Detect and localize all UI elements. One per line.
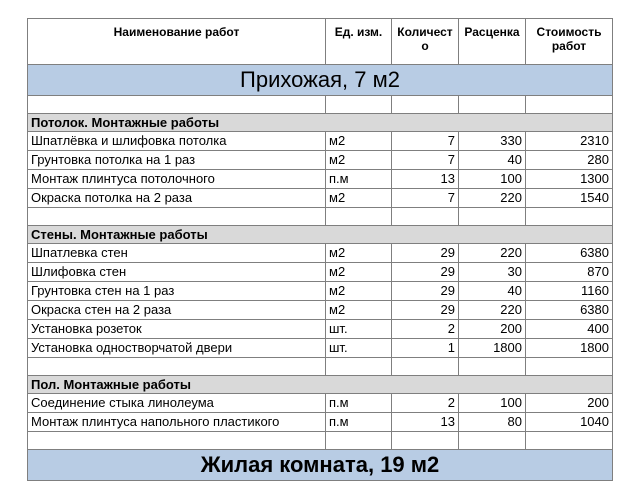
empty-cell[interactable] xyxy=(326,208,392,226)
cell-unit[interactable]: шт. xyxy=(326,339,392,358)
empty-cell[interactable] xyxy=(459,208,526,226)
table-row xyxy=(28,320,613,339)
table-row xyxy=(28,282,613,301)
cell-unit[interactable]: шт. xyxy=(326,320,392,339)
cell-cost[interactable]: 2310 xyxy=(526,132,613,151)
cell-cost[interactable]: 870 xyxy=(526,263,613,282)
room-header-row xyxy=(28,65,613,96)
cell-unit[interactable]: п.м xyxy=(326,170,392,189)
cell-unit[interactable]: м2 xyxy=(326,132,392,151)
cell-cost[interactable]: 6380 xyxy=(526,244,613,263)
header-qty[interactable]: Количест о xyxy=(392,19,459,65)
cell-cost[interactable]: 200 xyxy=(526,394,613,413)
estimate-table xyxy=(27,18,613,481)
cell-qty[interactable]: 7 xyxy=(392,189,459,208)
empty-cell[interactable] xyxy=(326,358,392,376)
cell-qty[interactable]: 2 xyxy=(392,394,459,413)
table-row xyxy=(28,339,613,358)
cell-rate[interactable]: 1800 xyxy=(459,339,526,358)
section-title[interactable]: Потолок. Монтажные работы xyxy=(28,114,613,132)
empty-cell[interactable] xyxy=(459,96,526,114)
cell-rate[interactable]: 220 xyxy=(459,244,526,263)
estimate-body xyxy=(28,65,613,481)
cell-rate[interactable]: 200 xyxy=(459,320,526,339)
section-header-row xyxy=(28,114,613,132)
empty-cell[interactable] xyxy=(28,208,326,226)
cell-unit[interactable]: м2 xyxy=(326,189,392,208)
spacer-row xyxy=(28,96,613,114)
cell-rate[interactable]: 220 xyxy=(459,189,526,208)
cell-name[interactable]: Окраска потолка на 2 раза xyxy=(28,189,326,208)
empty-cell[interactable] xyxy=(392,208,459,226)
table-row xyxy=(28,301,613,320)
room-title[interactable]: Прихожая, 7 м2 xyxy=(28,65,613,96)
cell-name[interactable]: Установка розеток xyxy=(28,320,326,339)
cell-unit[interactable]: м2 xyxy=(326,151,392,170)
cell-unit[interactable]: м2 xyxy=(326,301,392,320)
empty-cell[interactable] xyxy=(28,358,326,376)
header-rate[interactable]: Расценка xyxy=(459,19,526,65)
cell-cost[interactable]: 400 xyxy=(526,320,613,339)
spacer-row xyxy=(28,432,613,450)
cell-qty[interactable]: 13 xyxy=(392,170,459,189)
cell-qty[interactable]: 29 xyxy=(392,301,459,320)
cell-name[interactable]: Шпатлевка стен xyxy=(28,244,326,263)
section-header-row xyxy=(28,376,613,394)
table-row xyxy=(28,263,613,282)
cell-name[interactable]: Монтаж плинтуса потолочного xyxy=(28,170,326,189)
header-unit[interactable]: Ед. изм. xyxy=(326,19,392,65)
cell-rate[interactable]: 40 xyxy=(459,151,526,170)
cell-qty[interactable]: 29 xyxy=(392,263,459,282)
cell-rate[interactable]: 100 xyxy=(459,394,526,413)
cell-cost[interactable]: 1160 xyxy=(526,282,613,301)
empty-cell[interactable] xyxy=(326,96,392,114)
cell-qty[interactable]: 29 xyxy=(392,282,459,301)
cell-rate[interactable]: 30 xyxy=(459,263,526,282)
cell-qty[interactable]: 7 xyxy=(392,132,459,151)
cell-name[interactable]: Грунтовка стен на 1 раз xyxy=(28,282,326,301)
table-row xyxy=(28,170,613,189)
empty-cell[interactable] xyxy=(526,432,613,450)
cell-unit[interactable]: м2 xyxy=(326,282,392,301)
spacer-row xyxy=(28,358,613,376)
cell-unit[interactable]: м2 xyxy=(326,244,392,263)
cell-cost[interactable]: 1040 xyxy=(526,413,613,432)
cell-cost[interactable]: 6380 xyxy=(526,301,613,320)
header-name[interactable]: Наименование работ xyxy=(28,19,326,65)
empty-cell[interactable] xyxy=(326,432,392,450)
cell-name[interactable]: Окраска стен на 2 раза xyxy=(28,301,326,320)
cell-unit[interactable]: п.м xyxy=(326,413,392,432)
table-row xyxy=(28,189,613,208)
table-row xyxy=(28,413,613,432)
cell-qty[interactable]: 13 xyxy=(392,413,459,432)
section-title[interactable]: Стены. Монтажные работы xyxy=(28,226,613,244)
cell-cost[interactable]: 1540 xyxy=(526,189,613,208)
empty-cell[interactable] xyxy=(392,432,459,450)
cell-rate[interactable]: 330 xyxy=(459,132,526,151)
cell-name[interactable]: Шлифовка стен xyxy=(28,263,326,282)
cell-qty[interactable]: 7 xyxy=(392,151,459,170)
section-title[interactable]: Пол. Монтажные работы xyxy=(28,376,613,394)
empty-cell[interactable] xyxy=(28,432,326,450)
room-header-row xyxy=(28,450,613,481)
cell-rate[interactable]: 40 xyxy=(459,282,526,301)
cell-name[interactable]: Соединение стыка линолеума xyxy=(28,394,326,413)
cell-qty[interactable]: 2 xyxy=(392,320,459,339)
empty-cell[interactable] xyxy=(28,96,326,114)
empty-cell[interactable] xyxy=(526,96,613,114)
header-cost[interactable]: Стоимость работ xyxy=(526,19,613,65)
empty-cell[interactable] xyxy=(459,432,526,450)
empty-cell[interactable] xyxy=(459,358,526,376)
cell-name[interactable]: Шпатлёвка и шлифовка потолка xyxy=(28,132,326,151)
cell-rate[interactable]: 220 xyxy=(459,301,526,320)
cell-rate[interactable]: 80 xyxy=(459,413,526,432)
cell-qty[interactable]: 1 xyxy=(392,339,459,358)
cell-name[interactable]: Грунтовка потолка на 1 раз xyxy=(28,151,326,170)
section-header-row xyxy=(28,226,613,244)
cell-unit[interactable]: п.м xyxy=(326,394,392,413)
cell-cost[interactable]: 1300 xyxy=(526,170,613,189)
empty-cell[interactable] xyxy=(392,96,459,114)
cell-name[interactable]: Монтаж плинтуса напольного пластикого xyxy=(28,413,326,432)
header-row xyxy=(28,19,613,65)
table-row xyxy=(28,132,613,151)
cell-cost[interactable]: 280 xyxy=(526,151,613,170)
cell-name[interactable]: Установка одностворчатой двери xyxy=(28,339,326,358)
cell-qty[interactable]: 29 xyxy=(392,244,459,263)
cell-unit[interactable]: м2 xyxy=(326,263,392,282)
table-row xyxy=(28,394,613,413)
cell-rate[interactable]: 100 xyxy=(459,170,526,189)
room-title[interactable]: Жилая комната, 19 м2 xyxy=(28,450,613,481)
spacer-row xyxy=(28,208,613,226)
table-row xyxy=(28,151,613,170)
empty-cell[interactable] xyxy=(526,208,613,226)
cell-cost[interactable]: 1800 xyxy=(526,339,613,358)
table-row xyxy=(28,244,613,263)
empty-cell[interactable] xyxy=(526,358,613,376)
empty-cell[interactable] xyxy=(392,358,459,376)
